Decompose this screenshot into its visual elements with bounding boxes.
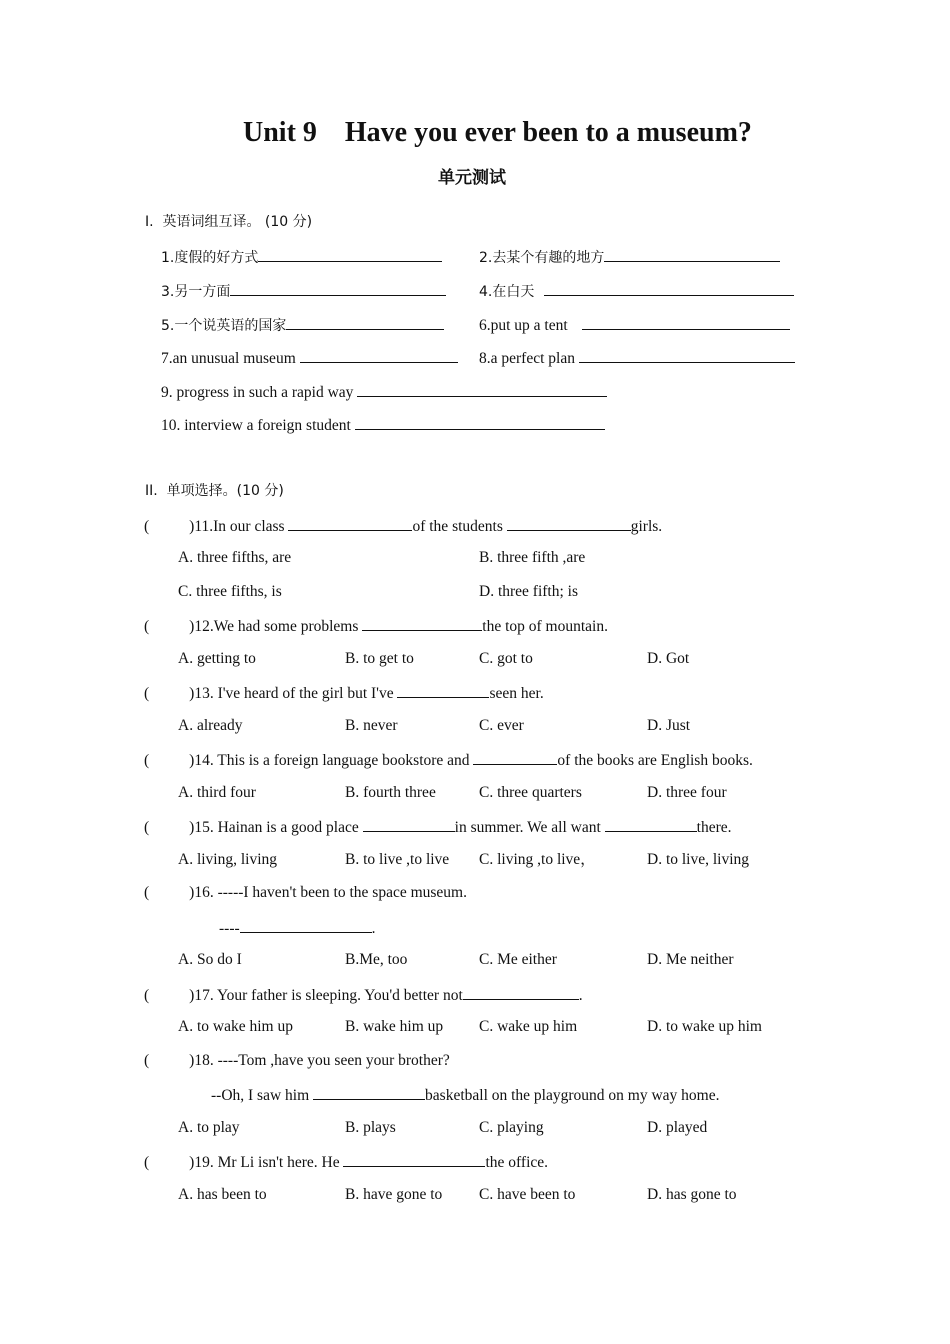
option-c[interactable]: C. got to bbox=[479, 650, 533, 667]
option-a[interactable]: A. has been to bbox=[178, 1186, 267, 1203]
option-b[interactable]: B. plays bbox=[345, 1119, 396, 1136]
answer-blank[interactable] bbox=[300, 347, 458, 363]
phrase-item-2: 2.去某个有趣的地方 bbox=[479, 246, 780, 268]
option-a[interactable]: A. to wake him up bbox=[178, 1018, 293, 1035]
option-a[interactable]: A. So do I bbox=[178, 951, 242, 968]
phrase-item-7: 7.an unusual museum bbox=[161, 347, 458, 369]
answer-blank[interactable] bbox=[343, 1151, 485, 1167]
answer-blank[interactable] bbox=[463, 984, 579, 1000]
option-b[interactable]: B. have gone to bbox=[345, 1186, 443, 1203]
option-c[interactable]: C. Me either bbox=[479, 951, 557, 968]
answer-blank[interactable] bbox=[582, 314, 790, 330]
option-d[interactable]: D. Got bbox=[647, 650, 690, 667]
question-15: ( )15. Hainan is a good place in summer. We all want there. bbox=[144, 816, 732, 838]
page-subtitle: 单元测试 bbox=[438, 168, 506, 187]
option-c[interactable]: C. ever bbox=[479, 717, 524, 734]
option-b[interactable]: B. three fifth ,are bbox=[479, 549, 586, 566]
option-a[interactable]: A. third four bbox=[178, 784, 256, 801]
option-b[interactable]: B. wake him up bbox=[345, 1018, 444, 1035]
answer-blank[interactable] bbox=[240, 917, 372, 933]
answer-blank[interactable] bbox=[397, 682, 489, 698]
option-d[interactable]: D. three fifth; is bbox=[479, 583, 579, 600]
answer-blank[interactable] bbox=[258, 246, 442, 262]
question-13: ( )13. I've heard of the girl but I've seen her. bbox=[144, 682, 544, 704]
answer-blank[interactable] bbox=[230, 280, 446, 296]
option-d[interactable]: D. to wake up him bbox=[647, 1018, 762, 1035]
answer-blank[interactable] bbox=[363, 816, 455, 832]
option-b[interactable]: B. never bbox=[345, 717, 398, 734]
phrase-item-4: 4.在白天 bbox=[479, 280, 794, 302]
option-d[interactable]: D. Just bbox=[647, 717, 691, 734]
option-b[interactable]: B. to get to bbox=[345, 650, 414, 667]
answer-blank[interactable] bbox=[605, 816, 697, 832]
phrase-item-5: 5.一个说英语的国家 bbox=[161, 314, 444, 336]
question-17: ( )17. Your father is sleeping. You'd better not . bbox=[144, 984, 583, 1006]
option-d[interactable]: D. three four bbox=[647, 784, 727, 801]
phrase-item-3: 3.另一方面 bbox=[161, 280, 446, 302]
answer-blank[interactable] bbox=[604, 246, 780, 262]
option-d[interactable]: D. Me neither bbox=[647, 951, 734, 968]
question-14: ( )14. This is a foreign language bookstore and of the books are English books. bbox=[144, 749, 753, 771]
answer-blank[interactable] bbox=[579, 347, 795, 363]
answer-blank[interactable] bbox=[313, 1084, 425, 1100]
question-12: ( )12.We had some problems the top of mountain. bbox=[144, 615, 608, 637]
option-a[interactable]: A. three fifths, are bbox=[178, 549, 292, 566]
answer-blank[interactable] bbox=[507, 515, 631, 531]
option-b[interactable]: B. fourth three bbox=[345, 784, 436, 801]
phrase-item-6: 6.put up a tent bbox=[479, 314, 790, 336]
question-11: ( )11.In our class of the students girls. bbox=[144, 515, 662, 537]
question-19: ( )19. Mr Li isn't here. He the office. bbox=[144, 1151, 548, 1173]
option-c[interactable]: C. have been to bbox=[479, 1186, 576, 1203]
option-a[interactable]: A. to play bbox=[178, 1119, 240, 1136]
answer-blank[interactable] bbox=[544, 280, 794, 296]
option-b[interactable]: B.Me, too bbox=[345, 951, 408, 968]
page-title: Unit 9 Have you ever been to a museum? bbox=[243, 117, 752, 148]
option-c[interactable]: C. three quarters bbox=[479, 784, 582, 801]
option-b[interactable]: B. to live ,to live bbox=[345, 851, 450, 868]
option-d[interactable]: D. played bbox=[647, 1119, 708, 1136]
phrase-item-9: 9. progress in such a rapid way bbox=[161, 381, 607, 403]
option-d[interactable]: D. has gone to bbox=[647, 1186, 737, 1203]
answer-blank[interactable] bbox=[357, 381, 607, 397]
section2-heading: II. 单项选择。(10 分) bbox=[145, 483, 284, 499]
answer-blank[interactable] bbox=[286, 314, 444, 330]
option-a[interactable]: A. getting to bbox=[178, 650, 256, 667]
answer-blank[interactable] bbox=[473, 749, 557, 765]
answer-blank[interactable] bbox=[355, 414, 605, 430]
question-18-reply: --Oh, I saw him basketball on the playground on my way home. bbox=[211, 1084, 719, 1106]
option-c[interactable]: C. wake up him bbox=[479, 1018, 578, 1035]
phrase-item-8: 8.a perfect plan bbox=[479, 347, 795, 369]
phrase-item-10: 10. interview a foreign student bbox=[161, 414, 605, 436]
section1-heading: I. 英语词组互译。 (10 分) bbox=[145, 214, 313, 230]
option-d[interactable]: D. to live, living bbox=[647, 851, 750, 868]
option-c[interactable]: C. playing bbox=[479, 1119, 544, 1136]
option-a[interactable]: A. already bbox=[178, 717, 243, 734]
answer-blank[interactable] bbox=[288, 515, 412, 531]
question-16-reply: ---- . bbox=[219, 917, 376, 939]
option-c[interactable]: C. living ,to live， bbox=[479, 851, 596, 868]
answer-blank[interactable] bbox=[362, 615, 482, 631]
question-16: ( )16. -----I haven't been to the space museum. bbox=[144, 884, 467, 901]
phrase-item-1: 1.度假的好方式 bbox=[161, 246, 442, 268]
option-c[interactable]: C. three fifths, is bbox=[178, 583, 282, 600]
question-18: ( )18. ----Tom ,have you seen your brother? bbox=[144, 1052, 450, 1069]
option-a[interactable]: A. living, living bbox=[178, 851, 278, 868]
